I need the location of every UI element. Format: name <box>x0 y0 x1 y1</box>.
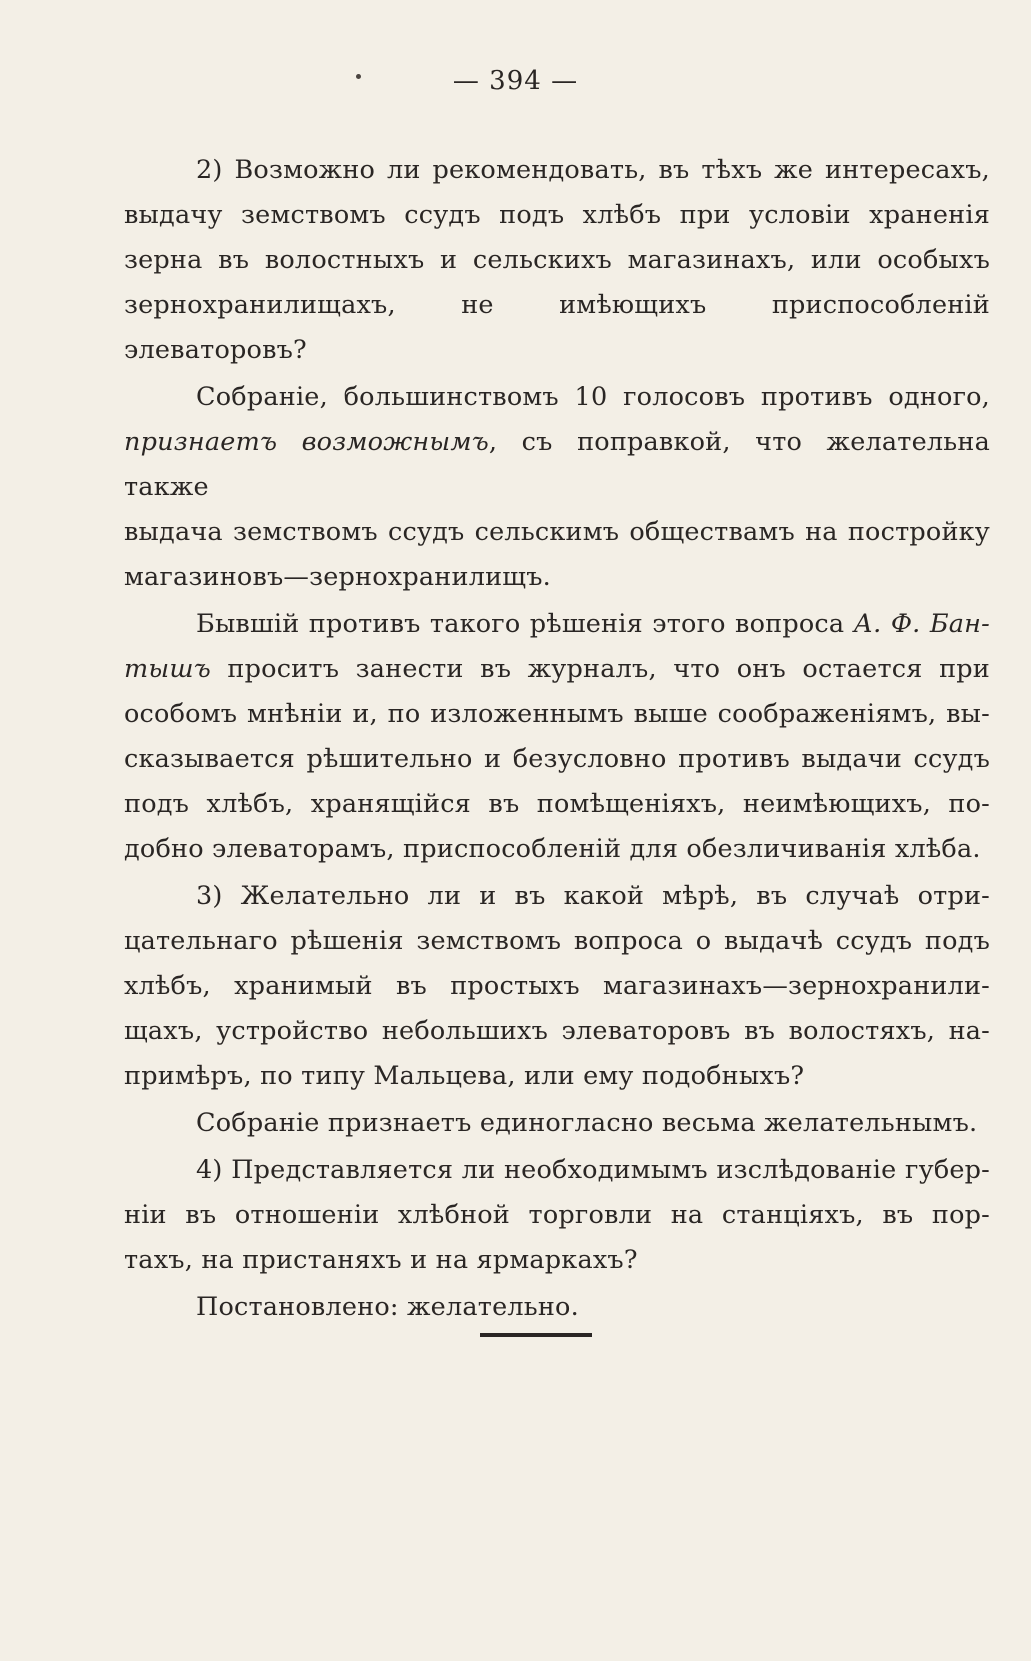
body-text <box>124 148 990 1330</box>
text-line: ніи въ отношеніи хлѣбной торговли на станціяхъ, въ пор- <box>124 1200 990 1230</box>
text-line: Постановлено: желательно. <box>196 1292 579 1322</box>
text-line: Собраніе, большинствомъ 10 голосовъ противъ одного, <box>196 382 990 412</box>
text-line: цательнаго рѣшенія земствомъ вопроса о выдачѣ ссудъ подъ <box>124 926 990 956</box>
paragraph-resolution-2 <box>124 375 990 600</box>
page-number: — 394 — <box>452 66 579 96</box>
text-line: хлѣбъ, хранимый въ простыхъ магазинахъ—зернохранили- <box>124 971 990 1001</box>
text-fragment: Бывшій противъ такого рѣшенія этого вопроса <box>196 609 854 639</box>
text-line <box>124 602 990 647</box>
paragraph-dissent <box>124 602 990 872</box>
italic-name: А. Ф. Бан- <box>853 609 990 639</box>
text-line: зернохранилищахъ, не имѣющихъ приспособленій элеваторовъ? <box>124 290 990 365</box>
italic-name: тышъ <box>124 654 211 684</box>
text-fragment: проситъ занести въ журналъ, что онъ остается при <box>210 654 990 684</box>
text-line: подъ хлѣбъ, хранящійся въ помѣщеніяхъ, неимѣющихъ, по- <box>124 789 990 819</box>
paragraph-question-3 <box>124 874 990 1099</box>
text-line <box>124 647 990 692</box>
paragraph-question-4 <box>124 1148 990 1283</box>
paragraph-resolution-4 <box>124 1285 990 1330</box>
paragraph-question-2 <box>124 148 990 373</box>
text-line: щахъ, устройство небольшихъ элеваторовъ въ волостяхъ, на- <box>124 1016 990 1046</box>
text-line: добно элеваторамъ, приспособленій для обезличиванія хлѣба. <box>124 834 981 864</box>
text-line <box>124 420 990 510</box>
text-line: 2) Возможно ли рекомендовать, въ тѣхъ же интересахъ, <box>196 155 990 185</box>
text-line: 3) Желательно ли и въ какой мѣрѣ, въ случаѣ отри- <box>196 881 990 911</box>
text-line: магазиновъ—зернохранилищъ. <box>124 562 551 592</box>
section-end-rule <box>480 1333 592 1337</box>
text-line: Собраніе признаетъ единогласно весьма желательнымъ. <box>196 1108 978 1138</box>
text-line: выдачу земствомъ ссудъ подъ хлѣбъ при условіи храненія <box>124 200 990 230</box>
italic-phrase: признаетъ возможнымъ <box>124 427 489 457</box>
text-line: особомъ мнѣніи и, по изложеннымъ выше соображеніямъ, вы- <box>124 699 990 729</box>
text-line: 4) Представляется ли необходимымъ изслѣдованіе губер- <box>196 1155 990 1185</box>
text-line: тахъ, на пристаняхъ и на ярмаркахъ? <box>124 1245 638 1275</box>
text-line: зерна въ волостныхъ и сельскихъ магазинахъ, или особыхъ <box>124 245 990 275</box>
text-fragment: , съ поправкой, что желательна также <box>124 427 990 502</box>
text-line: выдача земствомъ ссудъ сельскимъ обществамъ на постройку <box>124 517 990 547</box>
text-line: сказывается рѣшительно и безусловно противъ выдачи ссудъ <box>124 744 990 774</box>
text-line: примѣръ, по типу Мальцева, или ему подобныхъ? <box>124 1061 805 1091</box>
paragraph-resolution-3 <box>124 1101 990 1146</box>
